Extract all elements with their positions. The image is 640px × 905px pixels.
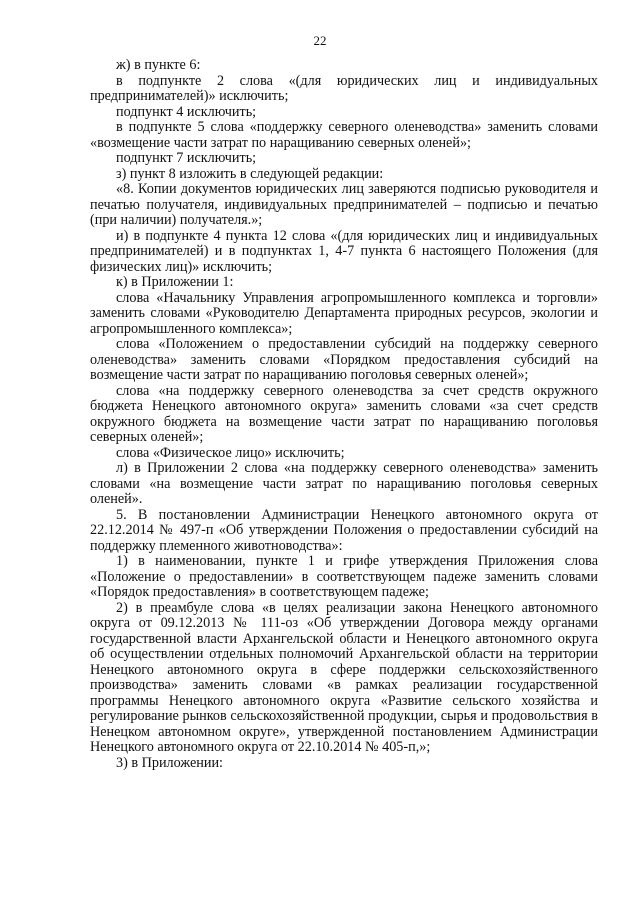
paragraph: «8. Копии документов юридических лиц заверяются подписью руководителя и печатью получателя, индивидуальных предпринимателей – подписью и печатью (при наличии) получателя.»; [90,181,598,228]
paragraph: з) пункт 8 изложить в следующей редакции: [116,165,384,182]
paragraph: 5. В постановлении Администрации Ненецкого автономного округа от 22.12.2014 № 497-п «Об утверждении Положения о предоставлении субсидий на поддержку племенного животноводства»: [90,506,598,554]
paragraph: л) в Приложении 2 слова «на поддержку северного оленеводства» заменить словами «на возмещение части затрат по наращиванию поголовья северных оленей». [90,460,598,507]
paragraph: в подпункте 5 слова «поддержку северного оленеводства» заменить словами «возмещение части затрат по наращиванию северных оленей»; [90,119,598,151]
paragraph: подпункт 7 исключить; [116,150,257,166]
paragraph: ж) в пункте 6: [116,57,201,73]
paragraph: к) в Приложении 1: [116,274,234,290]
paragraph: слова «Положением о предоставлении субсидий на поддержку северного оленеводства» заменить словами «Порядком предоставления субсидий на возмещение части затрат по наращиванию поголовья северных оленей»; [90,336,598,383]
paragraph: в подпункте 2 слова «(для юридических лиц и индивидуальных предпринимателей)» исключить; [90,72,598,104]
paragraph: и) в подпункте 4 пункта 12 слова «(для юридических лиц и индивидуальных предпринимателей) и в подпунктах 1, 4-7 пункта 6 настоящего Положения (для физических лиц)» исключить; [90,227,598,275]
paragraph: слова «Начальнику Управления агропромышленного комплекса и торговли» заменить словами «Руководителю Департамента природных ресурсов, экологии и агропромышленного комплекса»; [90,289,598,337]
paragraph: подпункт 4 исключить; [116,103,257,120]
document-body [90,58,598,771]
paragraph: 1) в наименовании, пункте 1 и грифе утверждения Приложения слова «Положение о предоставлении» в соответствующем падеже заменить словами «Порядок предоставления» в соответствующем падеже; [90,553,598,600]
page-number: 22 [313,33,327,48]
paragraph: слова «Физическое лицо» исключить; [116,444,345,461]
paragraph: 3) в Приложении: [116,754,223,771]
paragraph: 2) в преамбуле слова «в целях реализации закона Ненецкого автономного округа от 09.12.2013 № 111-оз «Об утверждении Договора между органами государственной власти Архангельской области и Ненецкого автономного округа об осуществлении отдельных полномочий Архангельской области на территории Ненецкого автономного округа в сфере поддержки сельскохозяйственного производства» заменить словами «в рамках реализации государственной программы Ненецкого автономного округа «Развитие сельского хозяйства и регулирование рынков сельскохозяйственной продукции, сырья и продовольствия в Ненецком автономном округе», утвержденной постановлением Администрации Ненецкого автономного округа от 22.10.2014 № 405-п,»; [90,599,598,755]
paragraph: слова «на поддержку северного оленеводства за счет средств окружного бюджета Ненецкого автономного округа» заменить словами «за счет средств окружного бюджета на возмещение части затрат по наращиванию поголовья северных оленей»; [90,382,598,445]
